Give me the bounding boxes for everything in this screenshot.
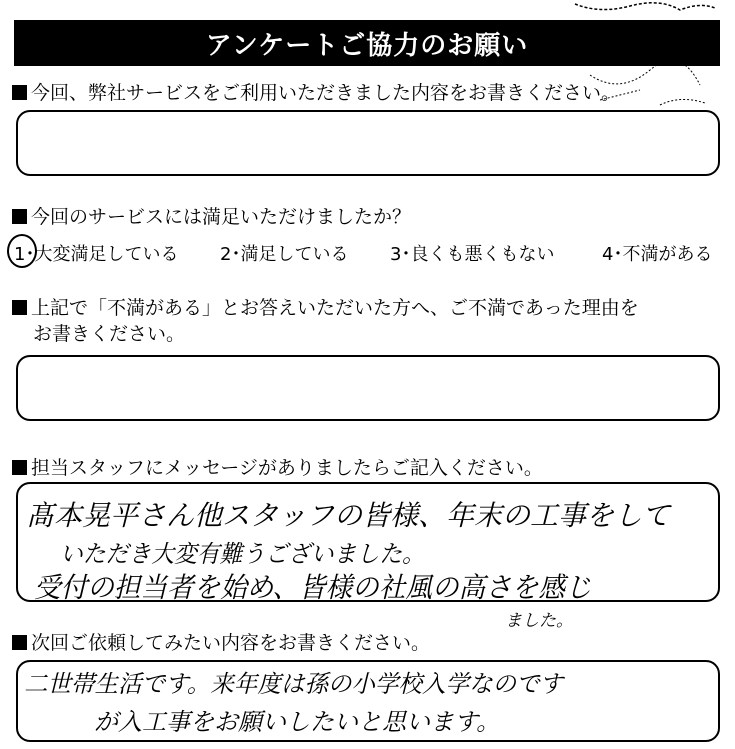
question-5-label: 次回ご依頼してみたい内容をお書きください。 (12, 630, 430, 656)
stamp-mark (570, 0, 720, 18)
bullet-square-icon (12, 85, 27, 100)
handwritten-answer-line: が入工事をお願いしたいと思います。 (94, 708, 501, 736)
handwritten-scribble (580, 55, 710, 115)
handwritten-answer-line: ました。 (505, 611, 573, 631)
page-title: アンケートご協力のお願い (14, 20, 720, 66)
bullet-square-icon (12, 635, 27, 650)
question-1-label: 今回、弊社サービスをご利用いただきました内容をお書きください。 (12, 80, 620, 106)
bullet-square-icon (12, 209, 27, 224)
option-very-satisfied[interactable]: 1･大変満足している (14, 244, 179, 265)
bullet-square-icon (12, 300, 27, 315)
handwritten-answer-line: 髙本晃平さん他スタッフの皆様、年末の工事をして (26, 499, 671, 532)
handwritten-answer-line: 二世帯生活です。来年度は孫の小学校入学なのです (24, 670, 564, 698)
option-dissatisfied[interactable]: 4･不満がある (602, 244, 713, 265)
answer-box-3[interactable] (16, 355, 720, 421)
question-3-label: 上記で「不満がある」とお答えいただいた方へ、ご不満であった理由を (12, 295, 639, 321)
handwritten-answer-line: いただき大変有難うございました。 (60, 540, 425, 568)
question-4-label: 担当スタッフにメッセージがありましたらご記入ください。 (12, 455, 543, 481)
answer-box-1[interactable] (16, 110, 720, 176)
question-3-label-cont: お書きください。 (33, 323, 186, 345)
bullet-square-icon (12, 460, 27, 475)
option-neutral[interactable]: 3･良くも悪くもない (390, 244, 555, 265)
handwritten-answer-line: 受付の担当者を始め、皆様の社風の高さを感じ (34, 571, 592, 604)
question-2-label: 今回のサービスには満足いただけましたか？ (12, 204, 411, 230)
option-satisfied[interactable]: 2･満足している (220, 244, 349, 265)
